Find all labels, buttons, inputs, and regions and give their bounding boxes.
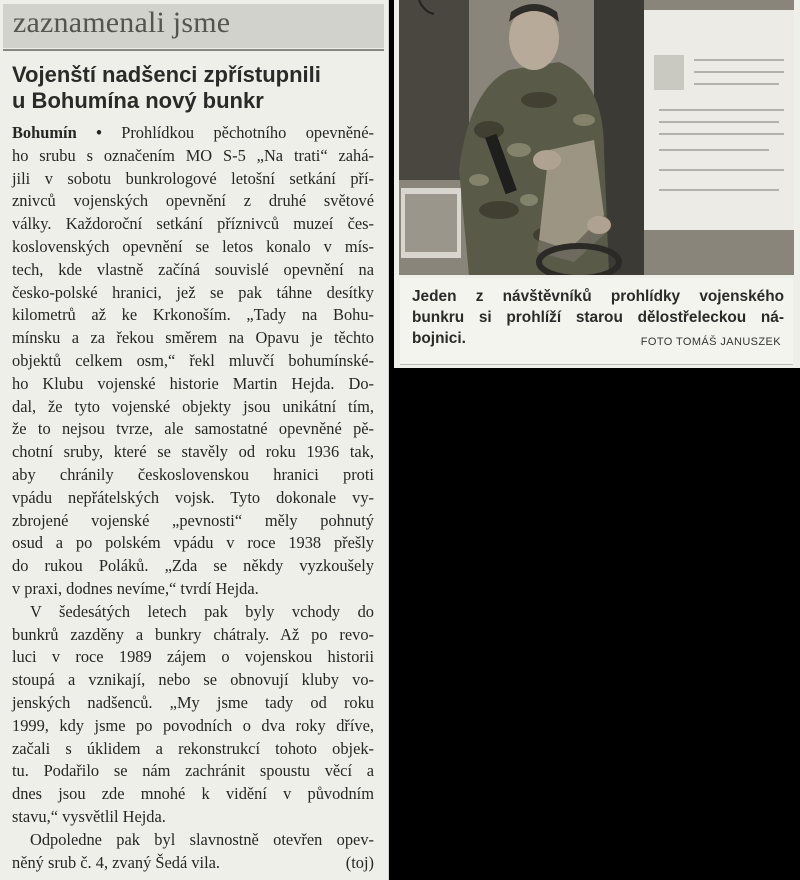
rubric-bar <box>3 4 384 48</box>
article-column <box>0 0 389 880</box>
body-line: do rukou Poláků. „Zda se někdy vyzkoušely <box>12 556 374 576</box>
body-line-text: Prohlídkou pěchotního opevněné- <box>121 123 374 142</box>
body-line <box>12 852 374 875</box>
body-line: V šedesátých letech pak byly vchody do <box>30 601 374 621</box>
body-line: jili v sobotu bunkrologové letošní setkání pří- <box>12 168 374 188</box>
headline-line: u Bohumína nový bunkr <box>12 88 264 113</box>
body-line: objektů celkem osm,“ řekl mluvčí bohumínské- <box>12 350 374 370</box>
rubric-label: zaznamenali jsme <box>13 6 231 39</box>
body-line: vpádu nepřátelských vojsk. Tyto dokonale vy- <box>12 487 374 507</box>
body-line: Odpoledne pak byl slavnostně otevřen opev- <box>30 829 374 849</box>
headline-line: Vojenští nadšenci zpřístupnili <box>12 62 321 87</box>
body-line-text: něný srub č. 4, zvaný Šedá vila. <box>12 852 221 872</box>
body-line: jenských nadšenců. „My jsme tady od roku <box>12 692 374 712</box>
body-line: česko-polské hranici, jež se pak táhne desítky <box>12 282 374 302</box>
photo-credit: FOTO TOMÁŠ JANUSZEK <box>640 336 781 348</box>
body-line: tu. Podařilo se nám zachránit spoustu věcí a <box>12 761 374 781</box>
photo-caption <box>400 278 793 365</box>
article-headline <box>12 62 382 114</box>
body-line: znivců vojenských opevnění z druhé světové <box>12 191 374 211</box>
dateline: Bohumín • <box>12 123 102 142</box>
body-line: stavu,“ vysvětlil Hejda. <box>12 806 166 826</box>
caption-line: bojnici. <box>412 330 466 347</box>
article-photo <box>399 0 794 275</box>
body-line: dal, že tyto vojenské objekty jsou unikátní tím, <box>12 396 374 416</box>
caption-line: Jeden z návštěvníků prohlídky vojenského <box>412 288 784 305</box>
body-line: osud a po polském vpádu v roce 1938 přešly <box>12 533 374 553</box>
empty-scan-area <box>396 370 800 880</box>
body-line: aby chránily československou hranici proti <box>12 464 374 484</box>
body-line: že to nejsou tvrze, ale samostatné opevněné pě- <box>12 419 374 439</box>
body-line: začali s úklidem a rekonstrukcí tohoto objek- <box>12 738 374 758</box>
body-line: kilometrů až ke Krkonoším. „Tady na Bohu- <box>12 305 374 325</box>
body-line: luci v roce 1989 zájem o vojenskou historii <box>12 647 374 667</box>
body-line: války. Každoroční setkání příznivců muzeí čes- <box>12 214 374 234</box>
body-line: ho Klubu vojenské historie Martin Hejda. Do- <box>12 373 374 393</box>
author-signature: (toj) <box>345 852 374 872</box>
body-line: 1999, kdy jsme po povodních o dva roky dříve, <box>12 715 374 735</box>
body-line <box>12 122 374 145</box>
body-line: bunkrů zazděny a bunkry chátraly. Až po revo- <box>12 624 374 644</box>
article-body <box>12 122 374 874</box>
body-line: zbrojené vojenské „pevnosti“ měly pohnutý <box>12 510 374 530</box>
body-line: dnes jsou zde mnohé k vidění v původním <box>12 784 374 804</box>
body-line: v praxi, dodnes nevíme,“ tvrdí Hejda. <box>12 578 259 598</box>
body-line: tech, kde vlastně začíná souvislé opevnění na <box>12 259 374 279</box>
body-line: mínsku a za řekou směrem na Opavu je těchto <box>12 328 374 348</box>
body-line: koslovenských opevnění se letos konalo v mís- <box>12 236 374 256</box>
caption-line: bunkru si prohlíží starou dělostřeleckou ná- <box>412 309 784 326</box>
body-line: chotní sruby, které se stavěly od roku 1936 tak, <box>12 442 374 462</box>
body-line: stoupá a vznikají, nebo se obnovují kluby vo- <box>12 670 374 690</box>
rubric-rule <box>3 49 384 51</box>
photo-illustration <box>399 0 794 275</box>
body-line: ho srubu s označením MO S-5 „Na trati“ zahá- <box>12 145 374 165</box>
